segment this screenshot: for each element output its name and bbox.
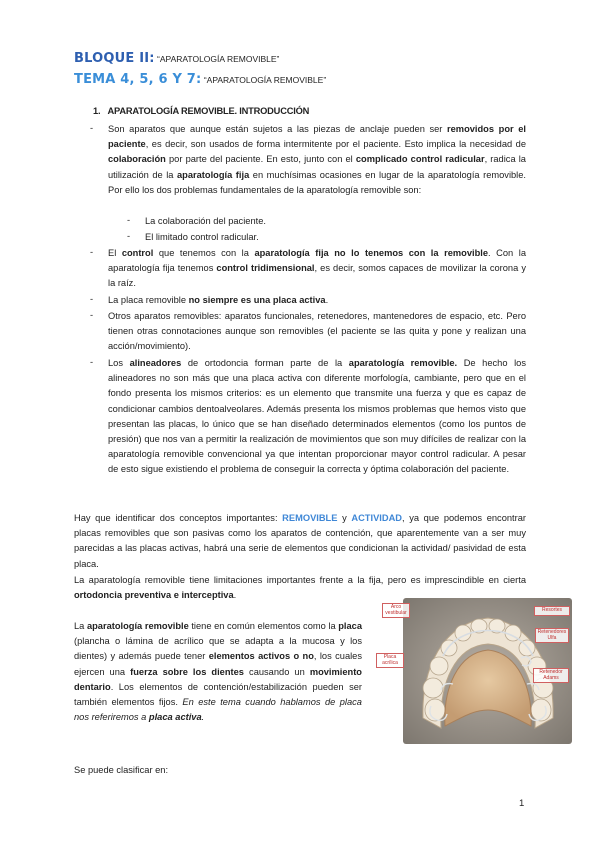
page-number: 1 <box>519 798 525 809</box>
bullet-dash: - <box>90 123 94 133</box>
label-resortes: Resortes <box>534 606 570 616</box>
bullet-dash: - <box>90 310 94 320</box>
bullet-dash: - <box>90 247 94 257</box>
tema-heading <box>74 72 326 87</box>
sub-bullet-dash: - <box>127 231 131 241</box>
bullet-paragraph-1: Son aparatos que aunque están sujetos a las piezas de anclaje pueden ser removidos por el paciente, es decir, son usados de forma intermitente por el paciente. Esto implica la necesidad de colaboración por parte del paciente. En esto, junto con el complicado control radicular, radica la utilización de la aparatología fija en muchísimas ocasiones en lugar de la aparatología removible. Por ello los dos problemas fundamentales de la aparatología removible son: <box>108 124 526 195</box>
bloque-title: “APARATOLOGÍA REMOVIBLE” <box>154 54 280 64</box>
bullet-dash: - <box>90 294 94 304</box>
label-retenedores-ulfa: Retenedores Ulfa <box>535 628 569 643</box>
bullet-paragraph-2: El control que tenemos con la aparatología fija no lo tenemos con la removible. Con la aparatología fija tenemos control tridimensional, es decir, somos capaces de movilizar la corona y la raíz. <box>108 248 526 289</box>
section-title <box>93 106 309 116</box>
paragraph-concepts: Hay que identificar dos conceptos importantes: REMOVIBLE y ACTIVIDAD, ya que podemos encontrar placas removibles que son pasivas como los aparatos de contención, que aparentemente van a ser muy parecidas a las placas activas, habrá una serie de elementos que condicionan la actividad/ pasividad de esta placa. <box>74 513 526 569</box>
label-retenedor-adams: Retenedor Adams <box>533 668 569 683</box>
bullet-paragraph-4: Otros aparatos removibles: aparatos funcionales, retenedores, mantenedores de espacio, etc. Pero tienen otras connotaciones aunque son removibles (el paciente se las quita y pone y realizan una acción/movimiento). <box>108 311 526 352</box>
removable-appliance-photo <box>403 598 572 744</box>
sub-bullet-2: El limitado control radicular. <box>145 232 259 242</box>
keyword-removible: REMOVIBLE <box>282 513 338 523</box>
tema-label: TEMA 4, 5, 6 Y 7: <box>74 72 202 87</box>
bloque-heading <box>74 51 279 66</box>
paragraph-limitations: La aparatología removible tiene limitaciones importantes frente a la fija, pero es imprescindible en cierta ortodoncia preventiva e interceptiva. <box>74 575 526 601</box>
bloque-label: BLOQUE II: <box>74 51 155 66</box>
paragraph-elements: La aparatología removible tiene en común elementos como la placa (plancha o lámina de acrílico que se adapta a la mucosa y los dientes) y además puede tener elementos activos o no, los cuales ejercen una fuerza sobre los dientes causando un movimiento dentario. Los elementos de contención/estabilización pueden ser también elementos fijos. En este tema cuando hablamos de placa nos referiremos a placa activa. <box>74 621 362 723</box>
label-placa-acrilica-outer: Placa acrílica <box>376 653 404 668</box>
section-number: 1. <box>93 106 101 116</box>
bullet-dash: - <box>90 357 94 367</box>
paragraph-classification: Se puede clasificar en: <box>74 765 169 775</box>
bullet-paragraph-3: La placa removible no siempre es una placa activa. <box>108 295 329 305</box>
bullet-paragraph-5: Los alineadores de ortodoncia forman parte de la aparatología removible. De hecho los alineadores no son más que una placa activa con diferente morfología, cambiante, pero que en el fondo presenta los mismos criterios: es un elemento que transmite una fuerza y que es capaz de condicionar cambios dentoalveolares. Además presenta los mismos problemas que hemos visto que presentan las placas, lo único que se han diseñado determinados elementos (como los puntos de presión) que nos van a permitir la realización de movimientos que son muy difíciles de realizar con la aparatología removible convencional ya que intentan proporcionar mayor control radicular. A pesar de esto sigue existiendo el problema de conseguir la correcta y óptima colaboración del paciente. <box>108 358 526 475</box>
label-arco-vestibular-outer: Arco vestibular <box>382 603 410 618</box>
keyword-actividad: ACTIVIDAD <box>351 513 402 523</box>
sub-bullet-1: La colaboración del paciente. <box>145 216 266 226</box>
tema-title: “APARATOLOGÍA REMOVIBLE” <box>201 75 327 85</box>
sub-bullet-dash: - <box>127 215 131 225</box>
section-title-text: APARATOLOGÍA REMOVIBLE. INTRODUCCIÓN <box>107 106 310 116</box>
